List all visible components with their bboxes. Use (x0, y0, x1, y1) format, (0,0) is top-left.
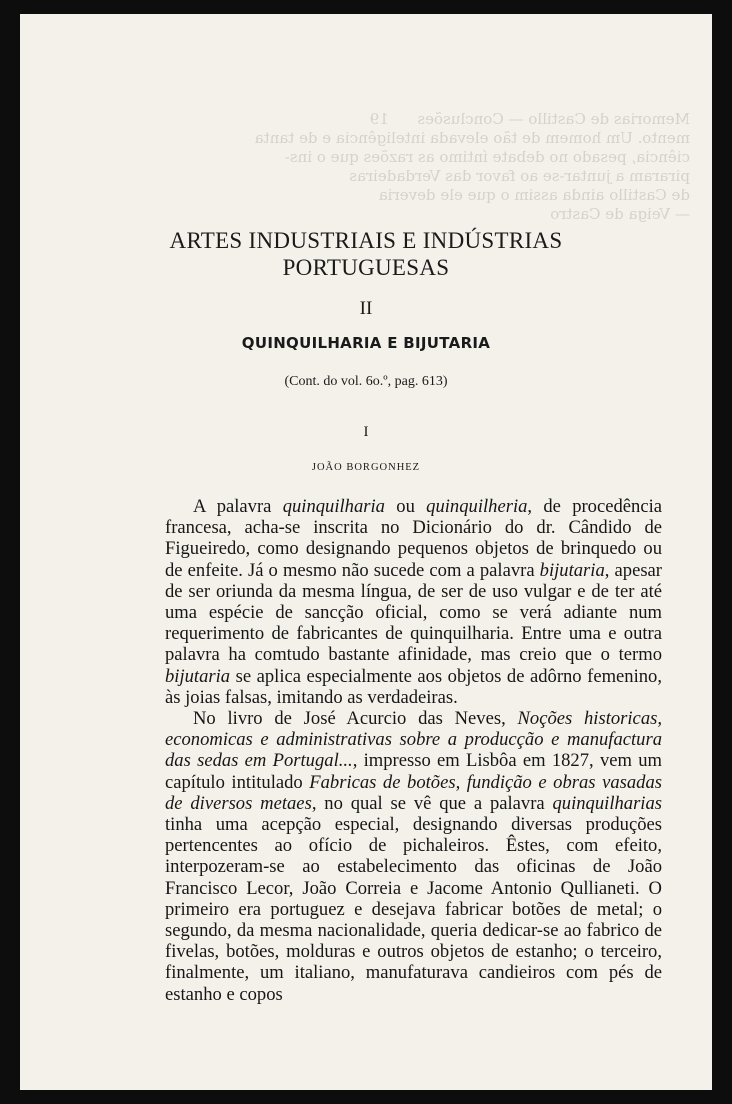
italic-run: bijutaria (539, 559, 605, 581)
bleed-line: Memorias de Castillo — Conclusões 19 (369, 110, 690, 128)
section-title: QUINQUILHARIA E BIJUTARIA (241, 334, 491, 352)
part-numeral: II (359, 298, 373, 319)
chapter-numeral: I (363, 424, 369, 440)
body-paragraph (165, 708, 662, 1005)
italic-run: quinquilheria (426, 496, 528, 517)
italic-run: quinquilharias (552, 792, 663, 814)
body-paragraph (165, 496, 662, 708)
text-run: , apesar de ser oriunda da mesma língua, de ser de uso vulgar e de ter até uma espécie de sancção oficial, como se verá adiante num requerimento de fabricantes de quinquilharia. Entre uma e outra palavra ha comtudo bastante afinidade, mas creio que o termo (165, 559, 662, 666)
text-run: tinha uma acepção especial, designando diversas produções pertencentes ao ofício de pichaleiros. Êstes, com efeito, interpozeram-se ao estabelecimento das oficinas de João Francisco Lecor, João Correia e Jacome Antonio Qullianeti. O primeiro era portuguez e desejava fabricar botões de metal; o segundo, da mesma nacionalidade, queria dedicar-se ao fabrico de fivelas, botões, molduras e outros objetos de estanho; o terceiro, finalmente, um italiano, manufaturava candieiros com pés de estanho e copos (165, 814, 662, 1005)
text-run: , impresso em Lisbôa em 1827, vem um capítulo intitulado (165, 750, 662, 793)
italic-run: Fabricas de botões, fundição e obras vasadas de diversos metaes (165, 771, 662, 814)
text-run: , de procedência francesa, acha-se inscrita no Dicionário do dr. Cândido de Figueiredo, como designando pequenos objetos de brinquedo ou de enfeite. Já o mesmo não sucede com a palavra (165, 496, 662, 581)
bleed-line: mento. Um homem de tão elevada inteligência e de tanta (254, 129, 690, 147)
chapter-subject: JOÃO BORGONHEZ (311, 462, 421, 473)
bleed-line: ciência, pesado no debate íntimo as razões que o ins- (284, 148, 690, 166)
text-run: se aplica especialmente aos objetos de adôrno femenino, às joias falsas, imitando as verdadeiras. (165, 665, 662, 708)
article-body (165, 496, 662, 1005)
continuation-note: (Cont. do vol. 6o.º, pag. 613) (284, 374, 448, 389)
text-run: No livro de José Acurcio das Neves, (193, 708, 518, 730)
italic-run: bijutaria (165, 665, 231, 687)
text-run: A palavra (193, 496, 283, 517)
bleed-line: de Castillo ainda assim o que ele deveria (378, 186, 690, 204)
text-run: , no qual se vê que a palavra (311, 792, 553, 814)
italic-run: quinquilharia (282, 496, 385, 517)
bleed-line: piraram a juntar-se ao favor das Verdadeiras (349, 167, 690, 185)
article-title-line1: ARTES INDUSTRIAIS E INDÚSTRIAS (169, 228, 563, 253)
article-title-line2: PORTUGUESAS (282, 255, 450, 280)
bleed-line: — Veiga de Castro (550, 205, 690, 223)
bleed-through-text (130, 110, 690, 224)
text-run: ou (384, 496, 427, 517)
book-page (20, 14, 712, 1090)
italic-run: Noções historicas, economicas e administrativas sobre a producção e manufactura das sedas em Portugal... (165, 708, 662, 772)
